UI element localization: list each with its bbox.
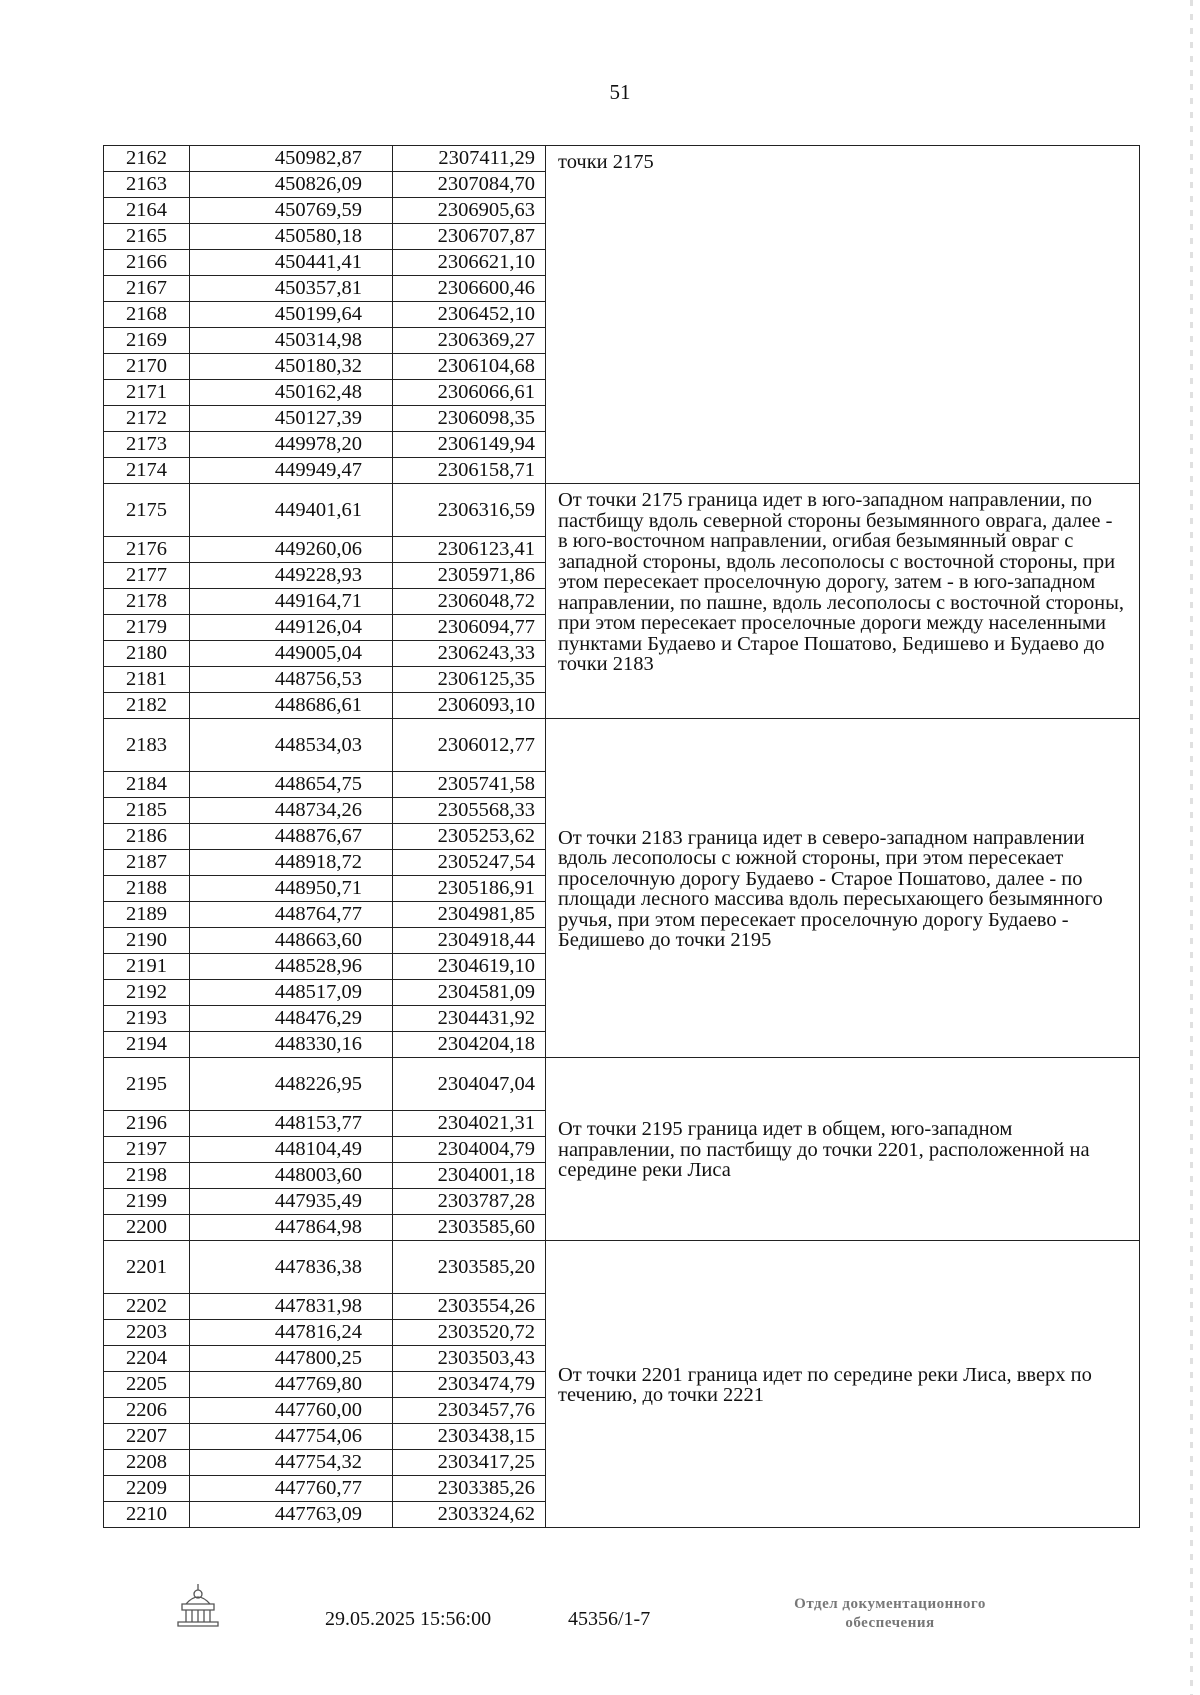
x-coordinate-cell: 447816,24 bbox=[190, 1320, 393, 1346]
x-coordinate-cell: 447763,09 bbox=[190, 1502, 393, 1528]
x-coordinate-cell: 447864,98 bbox=[190, 1215, 393, 1241]
point-number-cell: 2194 bbox=[104, 1032, 190, 1058]
point-number-cell: 2182 bbox=[104, 693, 190, 719]
y-coordinate-cell: 2304001,18 bbox=[393, 1163, 546, 1189]
point-number-cell: 2209 bbox=[104, 1476, 190, 1502]
x-coordinate-cell: 449949,47 bbox=[190, 458, 393, 484]
stamp-line-1: Отдел документационного bbox=[794, 1596, 986, 1612]
point-number-cell: 2200 bbox=[104, 1215, 190, 1241]
point-number-cell: 2189 bbox=[104, 902, 190, 928]
y-coordinate-cell: 2303585,60 bbox=[393, 1215, 546, 1241]
x-coordinate-cell: 450982,87 bbox=[190, 146, 393, 172]
footer-datetime: 29.05.2025 15:56:00 bbox=[325, 1608, 492, 1630]
page-number: 51 bbox=[609, 80, 631, 104]
scan-edge-artifact bbox=[1190, 0, 1193, 1695]
x-coordinate-cell: 449228,93 bbox=[190, 563, 393, 589]
point-number-cell: 2188 bbox=[104, 876, 190, 902]
y-coordinate-cell: 2305247,54 bbox=[393, 850, 546, 876]
y-coordinate-cell: 2306094,77 bbox=[393, 615, 546, 641]
y-coordinate-cell: 2306158,71 bbox=[393, 458, 546, 484]
boundary-description-cell: От точки 2201 граница идет по середине реки Лиса, вверх по течению, до точки 2221 bbox=[546, 1241, 1140, 1528]
x-coordinate-cell: 448003,60 bbox=[190, 1163, 393, 1189]
point-number-cell: 2185 bbox=[104, 798, 190, 824]
y-coordinate-cell: 2305568,33 bbox=[393, 798, 546, 824]
point-number-cell: 2172 bbox=[104, 406, 190, 432]
y-coordinate-cell: 2306243,33 bbox=[393, 641, 546, 667]
x-coordinate-cell: 448654,75 bbox=[190, 772, 393, 798]
point-number-cell: 2181 bbox=[104, 667, 190, 693]
point-number-cell: 2179 bbox=[104, 615, 190, 641]
x-coordinate-cell: 448686,61 bbox=[190, 693, 393, 719]
x-coordinate-cell: 450826,09 bbox=[190, 172, 393, 198]
point-number-cell: 2210 bbox=[104, 1502, 190, 1528]
x-coordinate-cell: 447760,00 bbox=[190, 1398, 393, 1424]
x-coordinate-cell: 450314,98 bbox=[190, 328, 393, 354]
point-number-cell: 2169 bbox=[104, 328, 190, 354]
x-coordinate-cell: 448734,26 bbox=[190, 798, 393, 824]
y-coordinate-cell: 2305253,62 bbox=[393, 824, 546, 850]
x-coordinate-cell: 447800,25 bbox=[190, 1346, 393, 1372]
y-coordinate-cell: 2306066,61 bbox=[393, 380, 546, 406]
x-coordinate-cell: 447760,77 bbox=[190, 1476, 393, 1502]
x-coordinate-cell: 449260,06 bbox=[190, 537, 393, 563]
y-coordinate-cell: 2306369,27 bbox=[393, 328, 546, 354]
x-coordinate-cell: 447754,06 bbox=[190, 1424, 393, 1450]
y-coordinate-cell: 2304431,92 bbox=[393, 1006, 546, 1032]
y-coordinate-cell: 2303520,72 bbox=[393, 1320, 546, 1346]
y-coordinate-cell: 2306149,94 bbox=[393, 432, 546, 458]
x-coordinate-cell: 448764,77 bbox=[190, 902, 393, 928]
boundary-description-cell: точки 2175 bbox=[546, 146, 1140, 484]
y-coordinate-cell: 2304581,09 bbox=[393, 980, 546, 1006]
y-coordinate-cell: 2306600,46 bbox=[393, 276, 546, 302]
y-coordinate-cell: 2307411,29 bbox=[393, 146, 546, 172]
boundary-coordinates-table bbox=[103, 145, 1140, 1528]
y-coordinate-cell: 2306048,72 bbox=[393, 589, 546, 615]
point-number-cell: 2191 bbox=[104, 954, 190, 980]
x-coordinate-cell: 447935,49 bbox=[190, 1189, 393, 1215]
x-coordinate-cell: 450441,41 bbox=[190, 250, 393, 276]
y-coordinate-cell: 2303457,76 bbox=[393, 1398, 546, 1424]
point-number-cell: 2199 bbox=[104, 1189, 190, 1215]
x-coordinate-cell: 448153,77 bbox=[190, 1111, 393, 1137]
point-number-cell: 2167 bbox=[104, 276, 190, 302]
point-number-cell: 2180 bbox=[104, 641, 190, 667]
x-coordinate-cell: 450580,18 bbox=[190, 224, 393, 250]
point-number-cell: 2201 bbox=[104, 1241, 190, 1294]
x-coordinate-cell: 450162,48 bbox=[190, 380, 393, 406]
point-number-cell: 2177 bbox=[104, 563, 190, 589]
x-coordinate-cell: 447769,80 bbox=[190, 1372, 393, 1398]
y-coordinate-cell: 2303787,28 bbox=[393, 1189, 546, 1215]
point-number-cell: 2203 bbox=[104, 1320, 190, 1346]
point-number-cell: 2175 bbox=[104, 484, 190, 537]
y-coordinate-cell: 2304204,18 bbox=[393, 1032, 546, 1058]
point-number-cell: 2173 bbox=[104, 432, 190, 458]
y-coordinate-cell: 2304047,04 bbox=[393, 1058, 546, 1111]
point-number-cell: 2170 bbox=[104, 354, 190, 380]
y-coordinate-cell: 2306104,68 bbox=[393, 354, 546, 380]
x-coordinate-cell: 448756,53 bbox=[190, 667, 393, 693]
point-number-cell: 2183 bbox=[104, 719, 190, 772]
point-number-cell: 2208 bbox=[104, 1450, 190, 1476]
y-coordinate-cell: 2306452,10 bbox=[393, 302, 546, 328]
x-coordinate-cell: 448476,29 bbox=[190, 1006, 393, 1032]
y-coordinate-cell: 2306098,35 bbox=[393, 406, 546, 432]
point-number-cell: 2192 bbox=[104, 980, 190, 1006]
x-coordinate-cell: 448517,09 bbox=[190, 980, 393, 1006]
y-coordinate-cell: 2303474,79 bbox=[393, 1372, 546, 1398]
boundary-description-cell: От точки 2175 граница идет в юго-западном направлении, по пастбищу вдоль северной стороны безымянного оврага, далее - в юго-восточном направлении, огибая безымянный овраг с западной стороны, вдоль лесополосы с восточной стороны, при этом пересекает проселочную дорогу, затем - в юго-западном направлении, по пашне, вдоль лесополосы с восточной стороны, при этом пересекает проселочные дороги между населенными пунктами Будаево и Старое Пошатово, Бедишево и Будаево до точки 2183 bbox=[546, 484, 1140, 719]
y-coordinate-cell: 2303554,26 bbox=[393, 1294, 546, 1320]
y-coordinate-cell: 2306012,77 bbox=[393, 719, 546, 772]
y-coordinate-cell: 2306707,87 bbox=[393, 224, 546, 250]
y-coordinate-cell: 2303385,26 bbox=[393, 1476, 546, 1502]
x-coordinate-cell: 448918,72 bbox=[190, 850, 393, 876]
point-number-cell: 2178 bbox=[104, 589, 190, 615]
department-stamp bbox=[745, 1595, 1035, 1633]
y-coordinate-cell: 2303503,43 bbox=[393, 1346, 546, 1372]
x-coordinate-cell: 449126,04 bbox=[190, 615, 393, 641]
point-number-cell: 2198 bbox=[104, 1163, 190, 1189]
point-number-cell: 2164 bbox=[104, 198, 190, 224]
table-row bbox=[104, 1241, 1140, 1294]
y-coordinate-cell: 2306621,10 bbox=[393, 250, 546, 276]
y-coordinate-cell: 2304619,10 bbox=[393, 954, 546, 980]
y-coordinate-cell: 2306125,35 bbox=[393, 667, 546, 693]
x-coordinate-cell: 447836,38 bbox=[190, 1241, 393, 1294]
point-number-cell: 2165 bbox=[104, 224, 190, 250]
y-coordinate-cell: 2306316,59 bbox=[393, 484, 546, 537]
point-number-cell: 2168 bbox=[104, 302, 190, 328]
point-number-cell: 2176 bbox=[104, 537, 190, 563]
y-coordinate-cell: 2304918,44 bbox=[393, 928, 546, 954]
table-row bbox=[104, 484, 1140, 537]
x-coordinate-cell: 447754,32 bbox=[190, 1450, 393, 1476]
footer-document-number: 45356/1-7 bbox=[568, 1608, 651, 1630]
y-coordinate-cell: 2304021,31 bbox=[393, 1111, 546, 1137]
y-coordinate-cell: 2307084,70 bbox=[393, 172, 546, 198]
y-coordinate-cell: 2303585,20 bbox=[393, 1241, 546, 1294]
point-number-cell: 2196 bbox=[104, 1111, 190, 1137]
point-number-cell: 2163 bbox=[104, 172, 190, 198]
table-row bbox=[104, 146, 1140, 172]
table-row bbox=[104, 719, 1140, 772]
x-coordinate-cell: 450769,59 bbox=[190, 198, 393, 224]
y-coordinate-cell: 2305971,86 bbox=[393, 563, 546, 589]
point-number-cell: 2206 bbox=[104, 1398, 190, 1424]
point-number-cell: 2174 bbox=[104, 458, 190, 484]
stamp-line-2: обеспечения bbox=[845, 1615, 935, 1631]
y-coordinate-cell: 2303417,25 bbox=[393, 1450, 546, 1476]
emblem-logo bbox=[172, 1580, 224, 1628]
boundary-description-cell: От точки 2195 граница идет в общем, юго-западном направлении, по пастбищу до точки 2201, расположенной на середине реки Лиса bbox=[546, 1058, 1140, 1241]
point-number-cell: 2190 bbox=[104, 928, 190, 954]
x-coordinate-cell: 448528,96 bbox=[190, 954, 393, 980]
point-number-cell: 2204 bbox=[104, 1346, 190, 1372]
x-coordinate-cell: 448534,03 bbox=[190, 719, 393, 772]
table-row bbox=[104, 1058, 1140, 1111]
point-number-cell: 2202 bbox=[104, 1294, 190, 1320]
x-coordinate-cell: 448226,95 bbox=[190, 1058, 393, 1111]
point-number-cell: 2162 bbox=[104, 146, 190, 172]
y-coordinate-cell: 2303438,15 bbox=[393, 1424, 546, 1450]
x-coordinate-cell: 448663,60 bbox=[190, 928, 393, 954]
x-coordinate-cell: 450199,64 bbox=[190, 302, 393, 328]
boundary-description-cell: От точки 2183 граница идет в северо-западном направлении вдоль лесополосы с южной стороны, при этом пересекает проселочную дорогу Будаево - Старое Пошатово, далее - по площади лесного массива вдоль пересыхающего безымянного ручья, при этом пересекает проселочную дорогу Будаево - Бедишево до точки 2195 bbox=[546, 719, 1140, 1058]
y-coordinate-cell: 2305741,58 bbox=[393, 772, 546, 798]
point-number-cell: 2207 bbox=[104, 1424, 190, 1450]
point-number-cell: 2186 bbox=[104, 824, 190, 850]
point-number-cell: 2187 bbox=[104, 850, 190, 876]
y-coordinate-cell: 2305186,91 bbox=[393, 876, 546, 902]
y-coordinate-cell: 2304004,79 bbox=[393, 1137, 546, 1163]
y-coordinate-cell: 2306093,10 bbox=[393, 693, 546, 719]
x-coordinate-cell: 449401,61 bbox=[190, 484, 393, 537]
x-coordinate-cell: 448950,71 bbox=[190, 876, 393, 902]
x-coordinate-cell: 449164,71 bbox=[190, 589, 393, 615]
x-coordinate-cell: 448104,49 bbox=[190, 1137, 393, 1163]
point-number-cell: 2197 bbox=[104, 1137, 190, 1163]
y-coordinate-cell: 2303324,62 bbox=[393, 1502, 546, 1528]
y-coordinate-cell: 2304981,85 bbox=[393, 902, 546, 928]
point-number-cell: 2171 bbox=[104, 380, 190, 406]
point-number-cell: 2166 bbox=[104, 250, 190, 276]
point-number-cell: 2205 bbox=[104, 1372, 190, 1398]
point-number-cell: 2184 bbox=[104, 772, 190, 798]
y-coordinate-cell: 2306123,41 bbox=[393, 537, 546, 563]
point-number-cell: 2193 bbox=[104, 1006, 190, 1032]
x-coordinate-cell: 450357,81 bbox=[190, 276, 393, 302]
point-number-cell: 2195 bbox=[104, 1058, 190, 1111]
x-coordinate-cell: 448876,67 bbox=[190, 824, 393, 850]
x-coordinate-cell: 448330,16 bbox=[190, 1032, 393, 1058]
x-coordinate-cell: 449978,20 bbox=[190, 432, 393, 458]
x-coordinate-cell: 449005,04 bbox=[190, 641, 393, 667]
y-coordinate-cell: 2306905,63 bbox=[393, 198, 546, 224]
x-coordinate-cell: 447831,98 bbox=[190, 1294, 393, 1320]
x-coordinate-cell: 450127,39 bbox=[190, 406, 393, 432]
x-coordinate-cell: 450180,32 bbox=[190, 354, 393, 380]
